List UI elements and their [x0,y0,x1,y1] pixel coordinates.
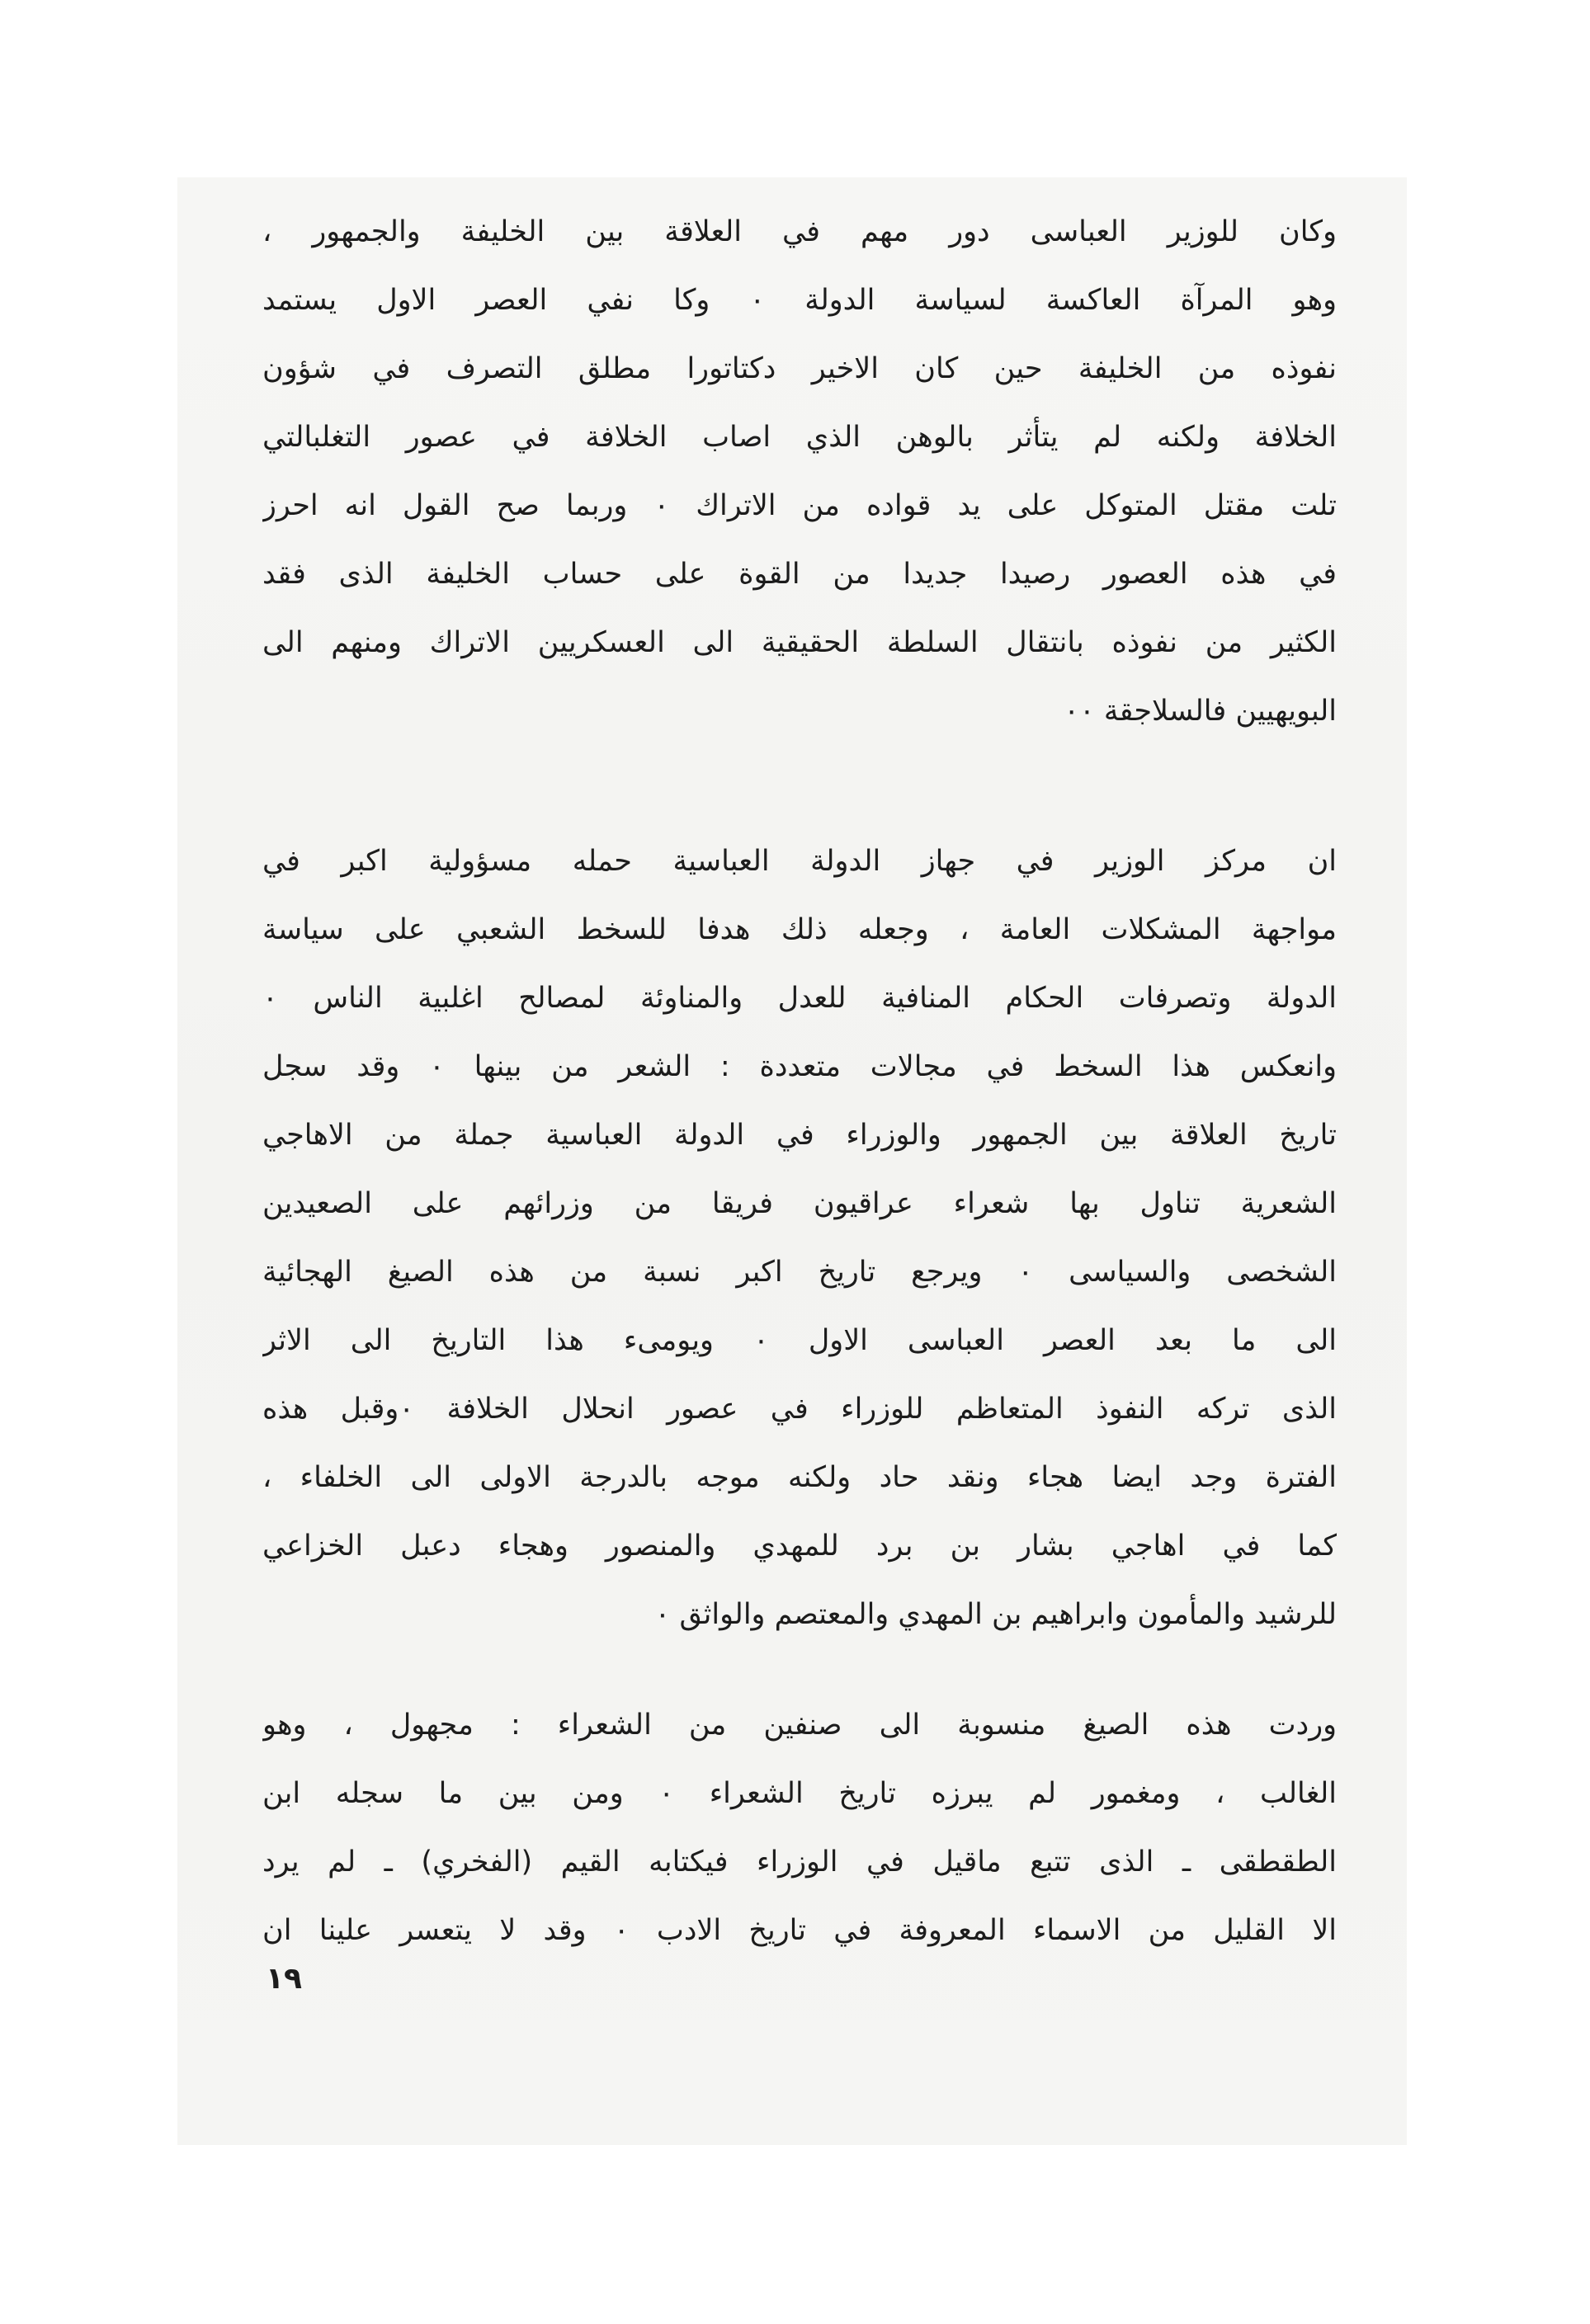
text-line: الا القليل من الاسماء المعروفة في تاريخ الادب ٠ وقد لا يتعسر علينا ان [262,1914,1337,1947]
text-line: الدولة وتصرفات الحكام المنافية للعدل والمناوئة لمصالح اغلبية الناس ٠ [262,982,1337,1015]
paragraph-3 [262,1691,1337,1965]
text-line: البويهيين فالسلاجقة ٠٠ [1064,695,1337,728]
text-line: الطقطقى ـ الذى تتبع ماقيل في الوزراء فيكتابه القيم (الفخري) ـ لم يرد [262,1846,1337,1879]
text-line: نفوذه من الخليفة حين كان الاخير دكتاتورا مطلق التصرف في شؤون [262,352,1337,385]
text-line: مواجهة المشكلات العامة ، وجعله ذلك هدفا للسخط الشعبي على سياسة [262,913,1337,946]
page-number: ١٩ [266,1962,302,1996]
text-line: وردت هذه الصيغ منسوبة الى صنفين من الشعراء : مجهول ، وهو [262,1709,1337,1742]
text-line: وكان للوزير العباسى دور مهم في العلاقة بين الخليفة والجمهور ، [262,215,1337,248]
text-line: كما في اهاجي بشار بن برد للمهدي والمنصور وهجاء دعبل الخزاعي [262,1530,1337,1563]
text-line: الكثير من نفوذه بانتقال السلطة الحقيقية الى العسكريين الاتراك ومنهم الى [262,626,1337,659]
text-line: وانعكس هذا السخط في مجالات متعددة : الشعر من بينها ٠ وقد سجل [262,1050,1337,1083]
text-line: في هذه العصور رصيدا جديدا من القوة على حساب الخليفة الذى فقد [262,558,1337,591]
text-line: الى ما بعد العصر العباسى الاول ٠ ويومىء هذا التاريخ الى الاثر [262,1324,1337,1357]
text-line: تاريخ العلاقة بين الجمهور والوزراء في الدولة العباسية جملة من الاهاجي [262,1119,1337,1152]
text-line: للرشيد والمأمون وابراهيم بن المهدي والمعتصم والواثق ٠ [654,1598,1337,1631]
paragraph-1 [262,198,1337,746]
paragraph-2 [262,827,1337,1649]
text-line: وهو المرآة العاكسة لسياسة الدولة ٠ وكا نفي العصر الاول يستمد [262,284,1337,317]
text-line: الخلافة ولكنه لم يتأثر بالوهن الذي اصاب الخلافة في عصور التغلبالتي [262,421,1337,454]
text-line: الغالب ، ومغمور لم يبرزه تاريخ الشعراء ٠ ومن بين ما سجله ابن [262,1777,1337,1810]
text-line: الذى تركه النفوذ المتعاظم للوزراء في عصور انحلال الخلافة ٠وقبل هذه [262,1393,1337,1426]
text-line: ان مركز الوزير في جهاز الدولة العباسية حمله مسؤولية اكبر في [262,845,1337,878]
text-line: الشعرية تناول بها شعراء عراقيون فريقا من وزرائهم على الصعيدين [262,1187,1337,1220]
text-line: تلت مقتل المتوكل على يد قواده من الاتراك ٠ وربما صح القول انه احرز [262,489,1337,522]
text-line: الشخصى والسياسى ٠ ويرجع تاريخ اكبر نسبة من هذه الصيغ الهجائية [262,1256,1337,1289]
text-line: الفترة وجد ايضا هجاء ونقد حاد ولكنه موجه بالدرجة الاولى الى الخلفاء ، [262,1461,1337,1494]
